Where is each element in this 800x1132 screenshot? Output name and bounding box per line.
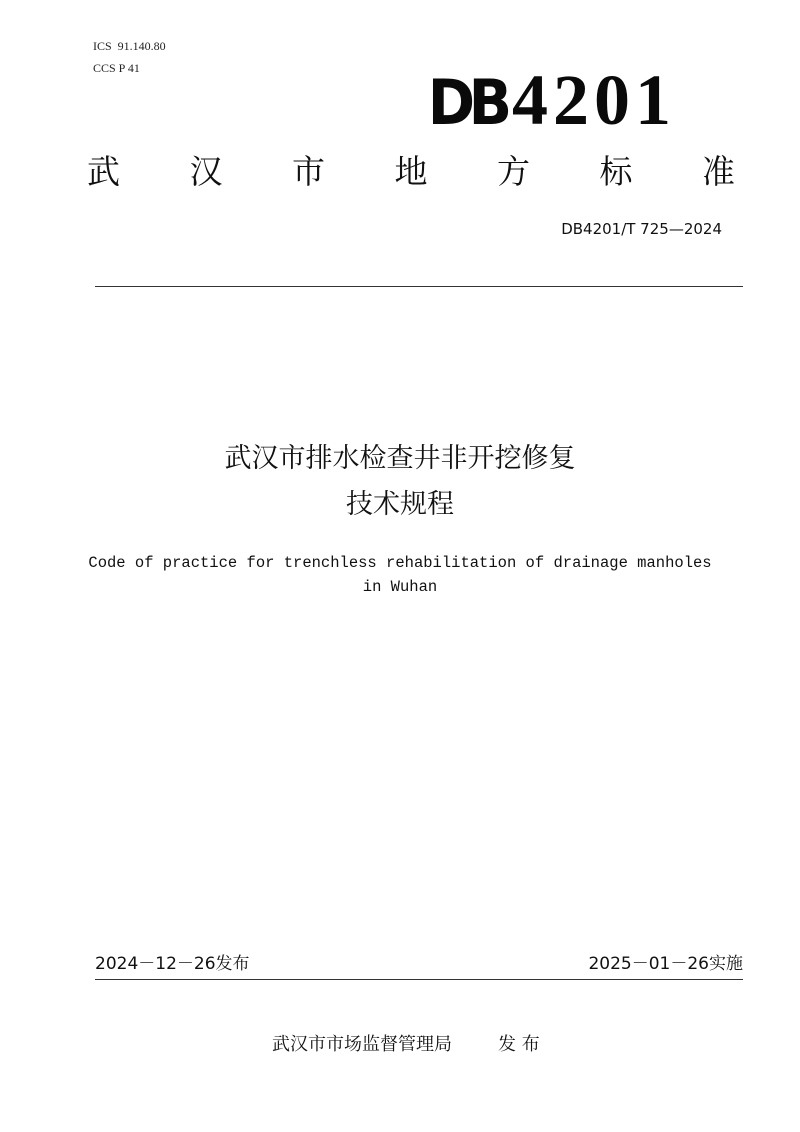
top-divider bbox=[95, 286, 743, 287]
title-english-line-1: Code of practice for trenchless rehabilitation of drainage manholes bbox=[88, 554, 712, 572]
standard-type-char: 市 bbox=[292, 152, 325, 191]
title-english-line-2: in Wuhan bbox=[362, 578, 438, 596]
standard-type-char: 准 bbox=[702, 152, 735, 191]
standard-type-char: 地 bbox=[394, 152, 428, 191]
title-chinese-line-2: 技术规程 bbox=[346, 489, 454, 520]
issue-label: 发 布 bbox=[498, 1034, 540, 1055]
bottom-divider bbox=[95, 979, 743, 980]
standard-type-heading bbox=[87, 152, 735, 192]
standard-number: DB4201/T 725—2024 bbox=[561, 220, 722, 238]
ccs-code: CCS P 41 bbox=[93, 61, 140, 75]
standard-type-char: 武 bbox=[87, 152, 120, 191]
publish-date: 2024－12－26发布 bbox=[95, 954, 250, 974]
logo-db-letters: DB bbox=[428, 66, 506, 139]
db-logo bbox=[421, 60, 676, 140]
logo-region-number: 4201 bbox=[512, 60, 676, 140]
standard-type-char: 方 bbox=[497, 152, 530, 191]
title-chinese-line-1: 武汉市排水检查井非开挖修复 bbox=[224, 443, 576, 474]
standard-type-char: 汉 bbox=[189, 152, 223, 191]
standard-type-char: 标 bbox=[599, 152, 633, 191]
issuing-authority: 武汉市市场监督管理局 bbox=[272, 1034, 452, 1055]
implementation-date: 2025－01－26实施 bbox=[588, 954, 743, 974]
ics-code: ICS 91.140.80 bbox=[93, 39, 166, 53]
